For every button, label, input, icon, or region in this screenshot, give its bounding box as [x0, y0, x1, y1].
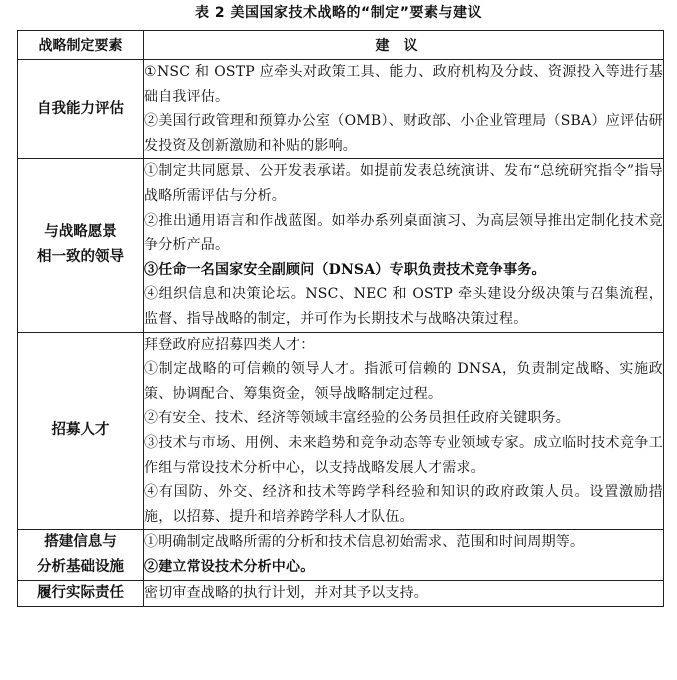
element-cell [18, 581, 144, 607]
header-element: 战略制定要素 [18, 31, 144, 60]
table-caption: 表 2 美国国家技术战略的“制定”要素与建议 [195, 5, 482, 21]
header-suggestion: 建议 [144, 31, 664, 60]
suggestion-item: ④组织信息和决策论坛。NSC、NEC 和 OSTP 牵头建设分级决策与召集流程，监督、指导战略的制定，并可作为长期技术与战略决策过程。 [144, 286, 663, 327]
suggestion-cell [144, 530, 664, 581]
suggestion-item: ②美国行政管理和预算办公室（OMB）、财政部、小企业管理局（SBA）应评估研发投资及创新激励和补贴的影响。 [144, 113, 663, 154]
element-cell [18, 530, 144, 581]
strategy-table [17, 30, 664, 607]
suggestion-item-emphasis: ②建立常设技术分析中心。 [144, 558, 315, 575]
suggestion-item: ①制定战略的可信赖的领导人才。指派可信赖的 DNSA，负责制定战略、实施政策、协调配合、筹集资金，领导战略制定过程。 [144, 361, 663, 402]
suggestion-item: 密切审查战略的执行计划，并对其予以支持。 [144, 585, 428, 602]
element-label: 招募人才 [51, 422, 110, 439]
element-label-line: 与战略愿景 [44, 224, 117, 241]
table-row-talent [18, 332, 664, 530]
suggestion-item-emphasis: ③任命一名国家安全副顾问（DNSA）专职负责技术竞争事务。 [144, 261, 546, 278]
suggestion-cell [144, 159, 664, 332]
suggestion-item: ①NSC 和 OSTP 应牵头对政策工具、能力、政府机构及分歧、资源投入等进行基础自我评估。 [144, 64, 663, 105]
suggestion-cell [144, 581, 664, 607]
table-row-infrastructure [18, 530, 664, 581]
suggestion-item: 拜登政府应招募四类人才： [144, 336, 315, 353]
suggestion-cell [144, 60, 664, 159]
suggestion-item: ①明确制定战略所需的分析和技术信息初始需求、范围和时间周期等。 [144, 534, 585, 551]
element-label-line: 搭建信息与 [44, 534, 117, 551]
suggestion-item: ②推出通用语言和作战蓝图。如举办系列桌面演习、为高层领导推出定制化技术竞争分析产品。 [144, 212, 663, 254]
element-cell [18, 60, 144, 159]
suggestion-item: ③技术与市场、用例、未来趋势和竞争动态等专业领域专家。成立临时技术竞争工作组与常设技术分析中心，以支持战略发展人才需求。 [144, 434, 663, 476]
table-header-row [18, 31, 664, 60]
table-row-responsibility [18, 581, 664, 607]
table-row-leadership [18, 159, 664, 332]
element-label-line: 分析基础设施 [37, 559, 124, 576]
suggestion-item: ①制定共同愿景、公开发表承诺。如提前发表总统演讲、发布“总统研究指令”指导战略所需评估与分析。 [144, 163, 663, 204]
element-label-line: 相一致的领导 [37, 249, 124, 266]
element-label: 履行实际责任 [37, 585, 124, 602]
element-cell [18, 159, 144, 332]
suggestion-item: ②有安全、技术、经济等领域丰富经验的公务员担任政府关键职务。 [144, 410, 570, 427]
suggestion-cell [144, 332, 664, 530]
table-row-self-assessment [18, 60, 664, 159]
element-label: 自我能力评估 [37, 100, 124, 117]
element-cell [18, 332, 144, 530]
suggestion-item: ④有国防、外交、经济和技术等跨学科经验和知识的政府政策人员。设置激励措施，以招募、提升和培养跨学科人才队伍。 [144, 484, 663, 525]
